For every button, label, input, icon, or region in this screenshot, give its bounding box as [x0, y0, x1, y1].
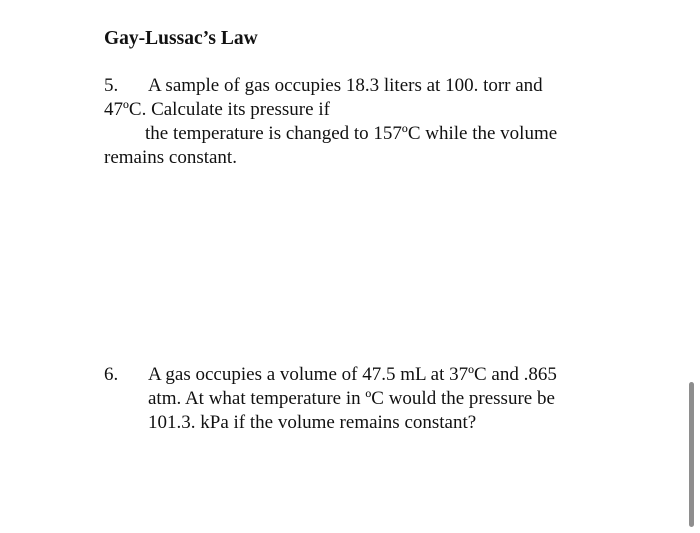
problem-number: 6.: [104, 364, 119, 385]
problem-number: 5.: [104, 75, 119, 96]
problem-text: A sample of gas occupies 18.3 liters at 100. torr and: [148, 75, 543, 96]
document-title: Gay-Lussac’s Law: [104, 28, 258, 49]
problem-6-line-1: A gas occupies a volume of 47.5 mL at 37ºC and .865: [148, 364, 557, 385]
problem-5-line-1: [104, 74, 604, 98]
vertical-scrollbar-thumb[interactable]: [689, 382, 694, 527]
problem-6-text: [148, 363, 624, 435]
problem-6: [104, 363, 624, 435]
problem-5: [104, 74, 604, 170]
problem-6-line-2: atm. At what temperature in ºC would the pressure be: [148, 388, 555, 409]
problem-6-line-3: 101.3. kPa if the volume remains constant?: [148, 412, 477, 433]
problem-5-line-3: the temperature is changed to 157ºC while the volume: [145, 123, 558, 144]
problem-5-line-2: 47ºC. Calculate its pressure if: [104, 99, 330, 120]
problem-5-line-4: remains constant.: [104, 147, 237, 168]
